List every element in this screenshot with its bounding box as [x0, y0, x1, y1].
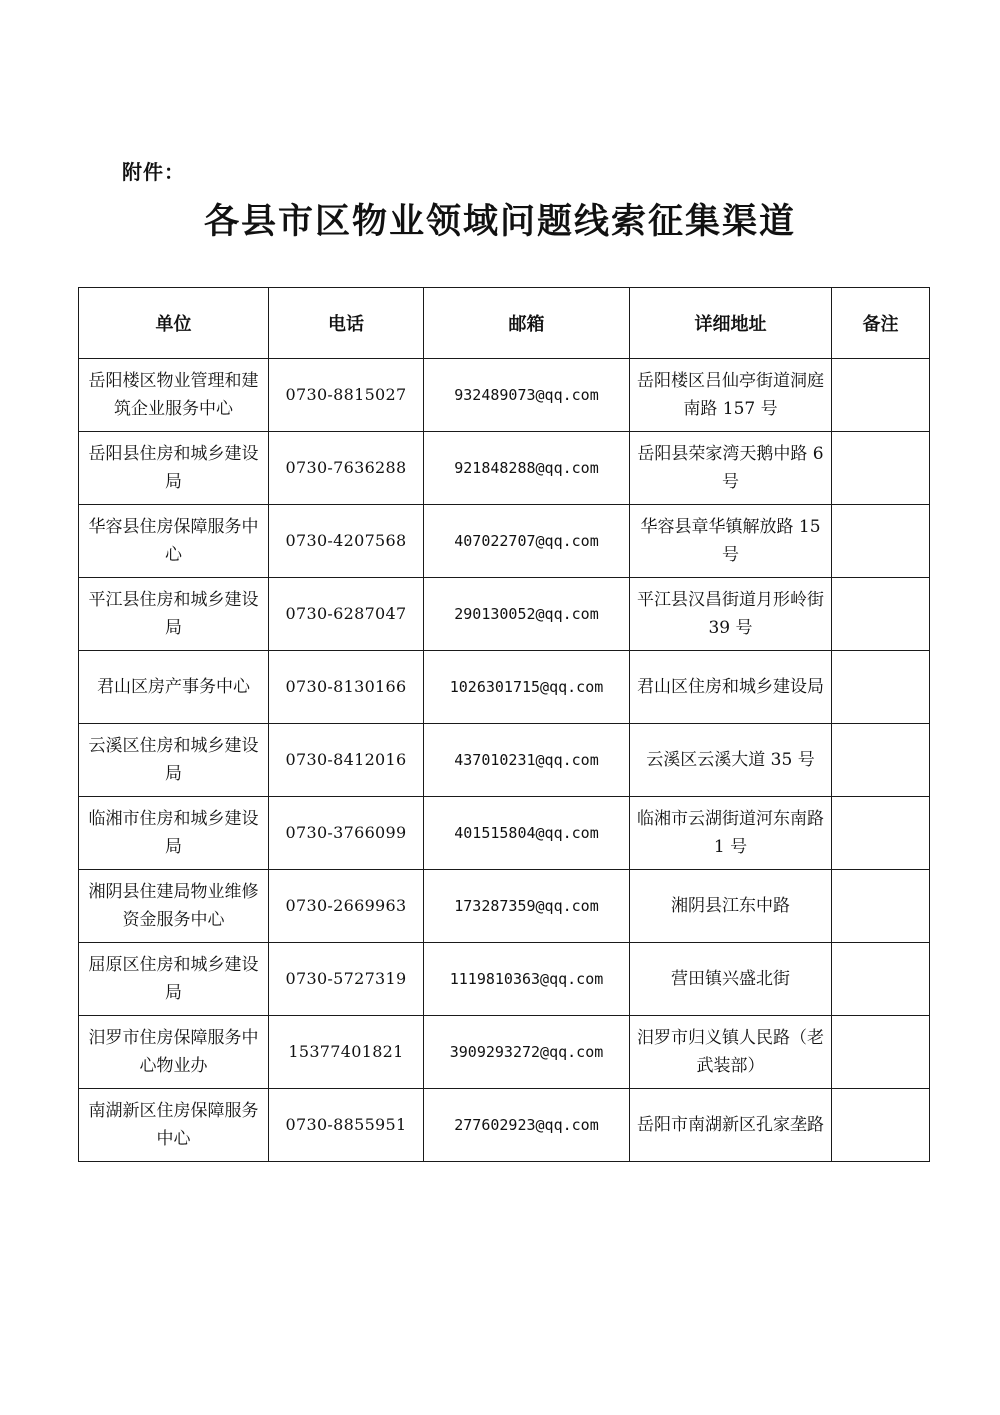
cell-email: 401515804@qq.com — [424, 797, 630, 870]
cell-unit: 南湖新区住房保障服务中心 — [79, 1089, 269, 1162]
cell-email: 3909293272@qq.com — [424, 1016, 630, 1089]
cell-unit: 岳阳楼区物业管理和建筑企业服务中心 — [79, 359, 269, 432]
cell-phone: 0730-3766099 — [269, 797, 424, 870]
cell-unit: 云溪区住房和城乡建设局 — [79, 724, 269, 797]
cell-note — [832, 1016, 930, 1089]
cell-note — [832, 724, 930, 797]
cell-note — [832, 870, 930, 943]
cell-address: 汨罗市归义镇人民路（老武装部） — [630, 1016, 832, 1089]
cell-phone: 0730-8815027 — [269, 359, 424, 432]
cell-address: 华容县章华镇解放路 15 号 — [630, 505, 832, 578]
cell-note — [832, 651, 930, 724]
cell-note — [832, 578, 930, 651]
table-row — [79, 1089, 930, 1162]
cell-address: 营田镇兴盛北街 — [630, 943, 832, 1016]
channels-table — [78, 287, 930, 1162]
cell-address: 君山区住房和城乡建设局 — [630, 651, 832, 724]
table-row — [79, 1016, 930, 1089]
document-title: 各县市区物业领域问题线索征集渠道 — [203, 202, 796, 242]
cell-unit: 临湘市住房和城乡建设局 — [79, 797, 269, 870]
cell-phone: 0730-8855951 — [269, 1089, 424, 1162]
cell-note — [832, 432, 930, 505]
cell-unit: 君山区房产事务中心 — [79, 651, 269, 724]
cell-phone: 0730-6287047 — [269, 578, 424, 651]
cell-phone: 0730-4207568 — [269, 505, 424, 578]
cell-address: 平江县汉昌街道月形岭街 39 号 — [630, 578, 832, 651]
cell-phone: 15377401821 — [269, 1016, 424, 1089]
cell-email: 290130052@qq.com — [424, 578, 630, 651]
table-row — [79, 432, 930, 505]
header-unit: 单位 — [79, 288, 269, 359]
table-row — [79, 797, 930, 870]
header-address: 详细地址 — [630, 288, 832, 359]
cell-email: 277602923@qq.com — [424, 1089, 630, 1162]
table-row — [79, 870, 930, 943]
table-row — [79, 724, 930, 797]
cell-address: 临湘市云湖街道河东南路 1 号 — [630, 797, 832, 870]
cell-unit: 平江县住房和城乡建设局 — [79, 578, 269, 651]
cell-note — [832, 505, 930, 578]
cell-address: 岳阳市南湖新区孔家垄路 — [630, 1089, 832, 1162]
cell-address: 岳阳县荣家湾天鹅中路 6 号 — [630, 432, 832, 505]
cell-email: 921848288@qq.com — [424, 432, 630, 505]
cell-note — [832, 797, 930, 870]
cell-unit: 华容县住房保障服务中心 — [79, 505, 269, 578]
cell-unit: 屈原区住房和城乡建设局 — [79, 943, 269, 1016]
cell-email: 1026301715@qq.com — [424, 651, 630, 724]
cell-email: 932489073@qq.com — [424, 359, 630, 432]
cell-note — [832, 943, 930, 1016]
cell-unit: 湘阴县住建局物业维修资金服务中心 — [79, 870, 269, 943]
header-note: 备注 — [832, 288, 930, 359]
cell-phone: 0730-5727319 — [269, 943, 424, 1016]
cell-email: 407022707@qq.com — [424, 505, 630, 578]
header-email: 邮箱 — [424, 288, 630, 359]
cell-email: 437010231@qq.com — [424, 724, 630, 797]
cell-email: 1119810363@qq.com — [424, 943, 630, 1016]
cell-address: 云溪区云溪大道 35 号 — [630, 724, 832, 797]
table-header-row — [79, 288, 930, 359]
table-row — [79, 651, 930, 724]
table-row — [79, 505, 930, 578]
attachment-label: 附件： — [122, 160, 185, 184]
cell-note — [832, 1089, 930, 1162]
cell-unit: 岳阳县住房和城乡建设局 — [79, 432, 269, 505]
cell-note — [832, 359, 930, 432]
table-row — [79, 359, 930, 432]
cell-phone: 0730-8412016 — [269, 724, 424, 797]
header-phone: 电话 — [269, 288, 424, 359]
cell-address: 湘阴县江东中路 — [630, 870, 832, 943]
cell-address: 岳阳楼区吕仙亭街道洞庭南路 157 号 — [630, 359, 832, 432]
cell-email: 173287359@qq.com — [424, 870, 630, 943]
cell-unit: 汨罗市住房保障服务中心物业办 — [79, 1016, 269, 1089]
cell-phone: 0730-8130166 — [269, 651, 424, 724]
table-row — [79, 578, 930, 651]
cell-phone: 0730-7636288 — [269, 432, 424, 505]
cell-phone: 0730-2669963 — [269, 870, 424, 943]
table-row — [79, 943, 930, 1016]
